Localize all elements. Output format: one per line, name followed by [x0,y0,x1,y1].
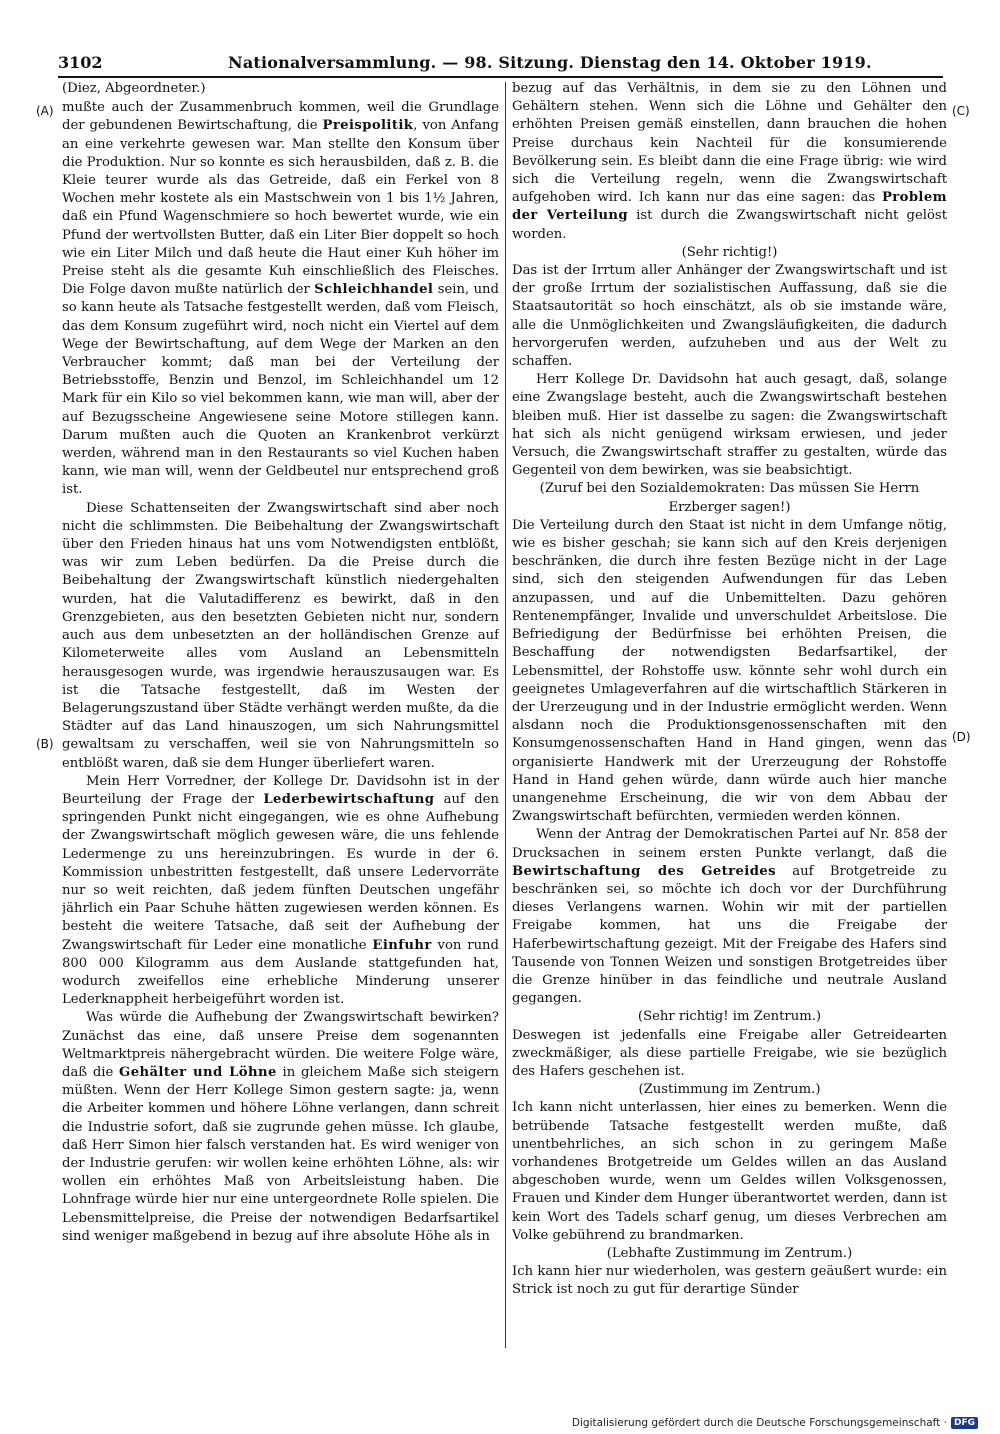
interjection: (Sehr richtig!) [681,244,778,260]
paragraph: mußte auch der Zusammenbruch kommen, weil die Grundlage der gebundenen Bewirtschaftung, die Preispolitik, von Anfang an eine verkehrte gewesen war. Man stellte den Konsum über die Produktion. Nur so konnte es sich herausbilden, daß z. B. die Kleie teurer wurde als das Getreide, daß ein Ferkel von 8 Wochen mehr kostete als ein Mastschwein von 1 bis 1½ Jahren, daß ein Pfund Wagenschmiere so hoch bewertet wurde, wie ein Pfund der wertvollsten Butter, daß ein Liter Bier doppelt so hoch wie ein Liter Milch und daß heute die Haut einer Kuh höher im Preise steht als die gesamte Kuh einschließlich des Fleisches. Die Folge davon mußte natürlich der Schleichhandel sein, und so kann heute als Tatsache festgestellt werden, daß vom Fleisch, das dem Konsum zugeführt wird, noch nicht ein Viertel auf dem Wege der Bewirtschaftung, auf dem Wege der Marken an den Verbraucher kommt; daß man bei der Verteilung der Betriebsstoffe, Benzin und Benzol, im Schleichhandel um 12 Mark für ein Kilo so viel bekommen kann, wie man will, aber der auf Bezugsscheine Angewiesene seine Motore stillegen kann. Darum mußten auch die Quoten an Krankenbrot verkürzt werden, während man in den Restaurants so viel Kuchen haben kann, wie man will, wenn der Geldbeutel nur entsprechend groß ist. [62,100,499,498]
paragraph: Ich kann nicht unterlassen, hier eines zu bemerken. Wenn die betrübende Tatsache festgestellt werden mußte, daß unentbehrliches, an sich schon in zu geringem Maße vorhandenes Brotgetreide um Geldes willen an das Ausland abgeschoben wurde, wenn um Geldes willen Volksgenossen, Frauen und Kinder dem Hunger überantwortet werden, dann ist kein Wort des Tadels scharf genug, um dieses Verbrechen am Volke gebührend zu brandmarken. [512,1100,947,1243]
emphasis: Bewirtschaftung des Getreides [512,863,776,879]
speaker-label: (Diez, Abgeordneter.) [62,81,206,96]
interjection: (Sehr richtig! im Zentrum.) [637,1009,822,1025]
dfg-logo: DFG [951,1417,978,1429]
margin-mark-a: (A) [36,104,54,118]
margin-mark-c: (C) [952,104,970,118]
paragraph: Die Verteilung durch den Staat ist nicht in dem Umfange nötig, wie es bisher geschah; sie kann sich auf den Kreis derjenigen beschränken, die durch ihre festen Bezüge nicht in der Lage sind, sich den steigenden Aufwendungen für das Leben anzupassen, und auf die Unbemittelten. Dazu gehören Rentenempfänger, Invalide und unverschuldet Arbeitslose. Die Befriedigung der Bedürfnisse bei erhöhten Preisen, die Beschaffung der notwendigsten Bedarfsartikel, der Lebensmittel, der Rohstoffe usw. könnte sehr wohl durch ein geeignetes Umlageverfahren auf die wirtschaftlich Stärkeren in der Urerzeugung und in der Industrie ermöglicht werden. Wenn alsdann noch die Produktionsgenossenschaften mit den Konsumgenossenschaften Hand in Hand gingen, wenn das organisierte Handwerk mit der Urerzeugung der Rohstoffe Hand in Hand gehen würde, dann würde auch hier manche unangenehme Erscheinung, die wir von dem Abbau der Zwangswirtschaft befürchten, vermieden werden können. [512,517,947,825]
paragraph: Deswegen ist jedenfalls eine Freigabe aller Getreidearten zweckmäßiger, als diese partielle Freigabe, wie sie bezüglich des Hafers geschehen ist. [512,1027,947,1079]
emphasis: Preispolitik [322,118,414,134]
margin-mark-d: (D) [952,730,971,744]
running-title: Nationalversammlung. — 98. Sitzung. Dienstag den 14. Oktober 1919. [228,53,872,72]
emphasis: Einfuhr [372,937,432,953]
page-number: 3102 [58,53,103,72]
paragraph: Das ist der Irrtum aller Anhänger der Zwangswirtschaft und ist der große Irrtum der sozialistischen Auffassung, daß sie die Staatsautorität so hoch einschätzt, als ob sie imstande wäre, alle die Unmöglichkeiten und Zwangsläufigkeiten, die dadurch hervorgerufen werden, aufzuheben und aus der Welt zu schaffen. [512,263,947,370]
footer-credit [572,1417,978,1429]
emphasis: Schleichhandel [314,282,434,298]
paragraph: Was würde die Aufhebung der Zwangswirtschaft bewirken? Zunächst das eine, daß unsere Preise dem sogenannten Weltmarktpreis nähergebracht würden. Die weitere Folge wäre, daß die Gehälter und Löhne in gleichem Maße sich steigern müßten. Wenn der Herr Kollege Simon gestern sagte: ja, wenn die Arbeiter kommen und höhere Löhne verlangen, dann schreit die Industrie sofort, daß sie zugrunde gehen müsse. Ich glaube, daß Herr Simon hier falsch verstanden hat. Es wird weniger von der Industrie gerufen: wir wollen keine erhöhten Löhne, als: wir wollen ein erhöhtes Maß von Arbeitsleistung haben. Die Lohnfrage würde hier nur eine untergeordnete Rolle spielen. Die Lebensmittelpreise, die Preise der notwendigen Bedarfsartikel sind weniger maßgebend in bezug auf ihre absolute Höhe als in [62,1010,499,1244]
footer-text: Digitalisierung gefördert durch die Deutsche Forschungsgemeinschaft · [571,1417,947,1429]
left-column [62,80,499,1360]
paragraph: Herr Kollege Dr. Davidsohn hat auch gesagt, daß, solange eine Zwangslage besteht, auch die Zwangswirtschaft bestehen bleiben muß. Hier ist dasselbe zu sagen: die Zwangswirtschaft hat sich als nicht genügend wirksam erwiesen, und jeder Versuch, die Zwangswirtschaft straffer zu gestalten, würde das Gegenteil von dem bewirken, was sie beabsichtigt. [512,372,947,479]
paragraph: Wenn der Antrag der Demokratischen Partei auf Nr. 858 der Drucksachen in seinem ersten Punkte verlangt, daß die Bewirtschaftung des Getreides auf Brotgetreide zu beschränken sei, so möchte ich doch vor der Durchführung dieses Verlangens warnen. Wohin wir mit der partiellen Freigabe kommen, hat uns die Freigabe der Haferbewirtschaftung gezeigt. Mit der Freigabe des Hafers sind Tausende von Tonnen Weizen und sonstigen Brotgetreides über die Grenze hinüber in das feindliche und neutrale Ausland gegangen. [512,827,947,1007]
page-header [58,50,943,78]
right-column [512,80,947,1360]
emphasis: Problem der Verteilung [512,190,947,224]
paragraph: Mein Herr Vorredner, der Kollege Dr. Davidsohn ist in der Beurteilung der Frage der Lederbewirtschaftung auf den springenden Punkt nicht eingegangen, wie es ohne Aufhebung der Zwangswirtschaft möglich gewesen wäre, die uns fehlende Ledermenge zu uns hereinzubringen. Es wurde in der 6. Kommission unbestritten festgestellt, daß unsere Ledervorräte nur so weit reichten, daß jedem fünften Deutschen ungefähr jährlich ein Paar Schuhe hätten zugewiesen werden können. Es besteht die weitere Tatsache, daß seit der Aufhebung der Zwangswirtschaft für Leder eine monatliche Einfuhr von rund 800 000 Kilogramm aus dem Auslande stattgefunden hat, wodurch zweifellos eine erhebliche Minderung unserer Lederknappheit herbeigeführt worden ist. [62,773,499,1008]
interjection: (Zustimmung im Zentrum.) [638,1082,821,1098]
paragraph: bezug auf das Verhältnis, in dem sie zu den Löhnen und Gehältern stehen. Wenn sich die Löhne und Gehälter den erhöhten Preisen gemäß einstellen, dann brauchen die hohen Preise durchaus kein Nachteil für die konsumierende Bevölkerung sein. Es bleibt dann die eine Frage übrig: wie wird sich die Verteilung regeln, wenn die Zwangswirtschaft aufgehoben wird. Ich kann nur das eine sagen: das Problem der Verteilung ist durch die Zwangswirtschaft nicht gelöst worden. [512,81,947,242]
interjection: (Zuruf bei den Sozialdemokraten: Das müssen Sie Herrn Erzberger sagen!) [539,481,920,515]
column-separator [505,82,506,1348]
emphasis: Lederbewirtschaftung [263,791,435,807]
emphasis: Gehälter und Löhne [119,1064,277,1080]
margin-mark-b: (B) [36,737,54,751]
interjection: (Lebhafte Zustimmung im Zentrum.) [606,1246,853,1261]
paragraph: Diese Schattenseiten der Zwangswirtschaft sind aber noch nicht die schlimmsten. Die Beibehaltung der Zwangswirtschaft über den Frieden hinaus hat uns vom Notwendigsten entblößt, was wir zum Leben bedürfen. Da die Preise durch die Beibehaltung der Zwangswirtschaft künstlich niedergehalten wurden, hat die Valutadifferenz es bewirkt, daß in den Grenzgebieten, aus den besetzten Gebieten nicht nur, sondern auch aus dem unbesetzten an der holländischen Grenze auf Kilometerweite alles vom Ausland an Lebensmitteln herausgesogen wurde, was irgendwie herauszusaugen war. Es ist die Tatsache festgestellt, daß im Westen der Belagerungszustand über Städte verhängt werden mußte, da die Städter auf das Land hinauszogen, um sich Nahrungsmittel gewaltsam zu verschaffen, weil sie von Nahrungsmitteln so entblößt waren, daß sie dem Hunger überliefert waren. [62,500,499,771]
paragraph: Ich kann hier nur wiederholen, was gestern geäußert wurde: ein Strick ist noch zu gut für derartige Sünder [512,1264,947,1298]
